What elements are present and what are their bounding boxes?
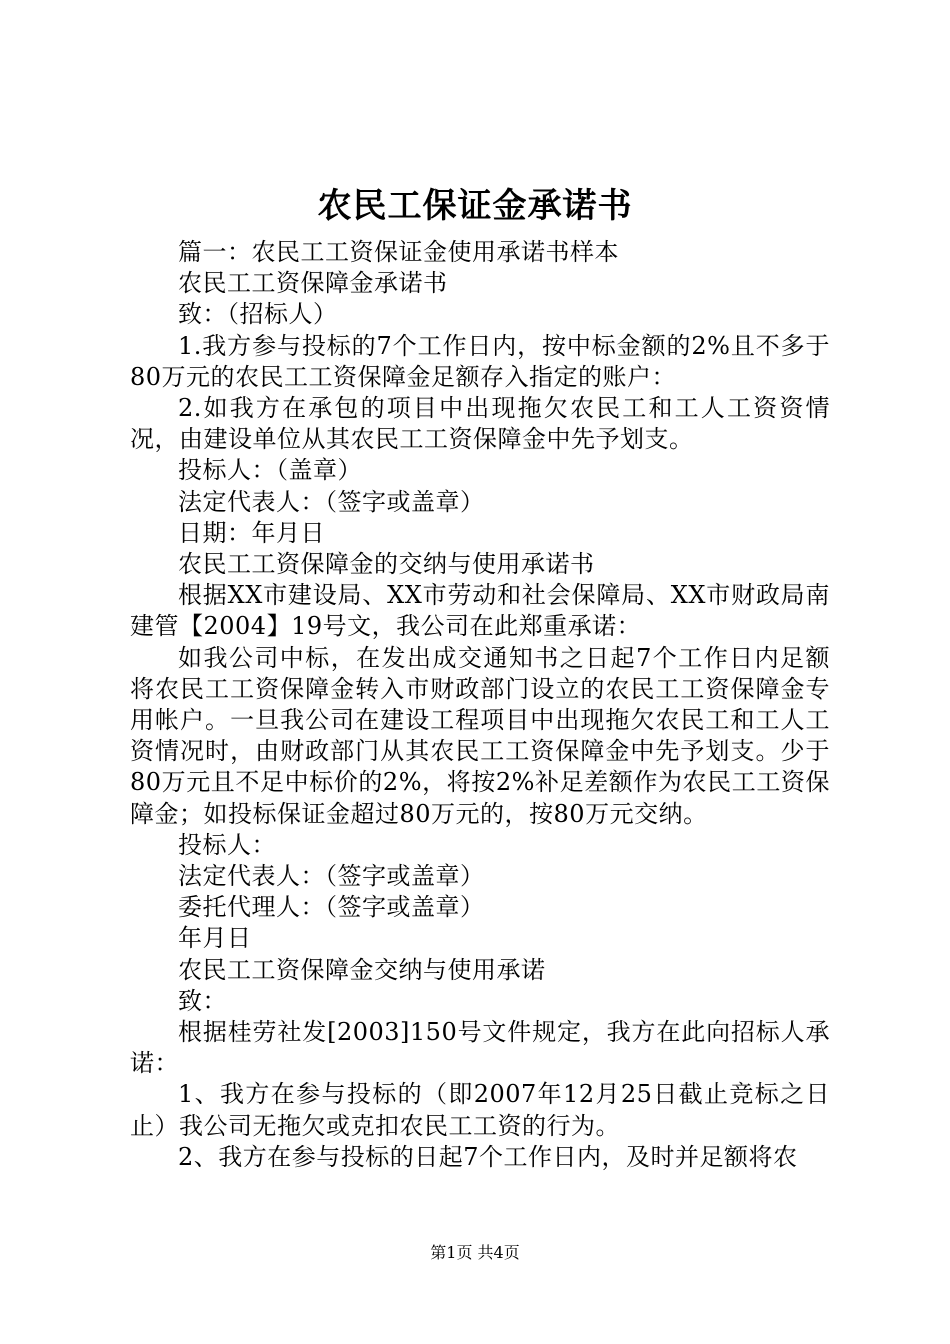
paragraph-date-2: 年月日 (178, 924, 252, 953)
document-body (130, 237, 830, 1173)
paragraph-item-2: 2、我方在参与投标的日起7个工作日内，及时并足额将农 (178, 1142, 798, 1171)
document-title: 农民工保证金承诺书 (317, 186, 633, 226)
paragraph-basis-2: 根据桂劳社发[2003]150号文件规定，我方在此向招标人承诺： (130, 1018, 830, 1078)
paragraph-section-heading: 篇一：农民工工资保证金使用承诺书样本 (178, 238, 619, 266)
paragraph-clause-2: 2.如我方在承包的项目中出现拖欠农民工和工人工资资情况，由建设单位从其农民工工资保障金中先予划支。 (130, 394, 830, 454)
paragraph-subtitle: 农民工工资保障金承诺书 (178, 269, 448, 298)
paragraph-legal-rep: 法定代表人：（签字或盖章） (178, 487, 485, 516)
paragraph-agent: 委托代理人：（签字或盖章） (178, 893, 485, 922)
paragraph-bidder: 投标人：（盖章） (178, 456, 362, 485)
paragraph-commitment: 如我公司中标，在发出成交通知书之日起7个工作日内足额将农民工工资保障金转入市财政部门设立的农民工工资保障金专用帐户。一旦我公司在建设工程项目中出现拖欠农民工和工人工资情况时，由财政部门从其农民工工资保障金中先予划支。少于80万元且不足中标价的2%，将按2%补足差额作为农民工工资保障金；如投标保证金超过80万元的，按80万元交纳。 (130, 643, 830, 828)
page-footer: 第1页 共4页 (430, 1243, 520, 1262)
paragraph-clause-1: 1.我方参与投标的7个工作日内，按中标金额的2%且不多于80万元的农民工工资保障金足额存入指定的账户： (130, 331, 830, 391)
paragraph-date: 日期：年月日 (178, 518, 325, 547)
paragraph-item-1: 1、我方在参与投标的（即2007年12月25日截止竞标之日止）我公司无拖欠或克扣农民工工资的行为。 (130, 1080, 830, 1140)
paragraph-subtitle-2: 农民工工资保障金的交纳与使用承诺书 (178, 550, 595, 579)
paragraph-bidder-2: 投标人： (178, 830, 276, 859)
paragraph-addressee-2: 致： (178, 986, 227, 1015)
paragraph-legal-rep-2: 法定代表人：（签字或盖章） (178, 862, 485, 891)
paragraph-basis: 根据XX市建设局、XX市劳动和社会保障局、XX市财政局南建管【2004】19号文，我公司在此郑重承诺： (130, 581, 830, 641)
paragraph-addressee: 致：（招标人） (178, 300, 338, 329)
paragraph-subtitle-3: 农民工工资保障金交纳与使用承诺 (178, 955, 546, 984)
